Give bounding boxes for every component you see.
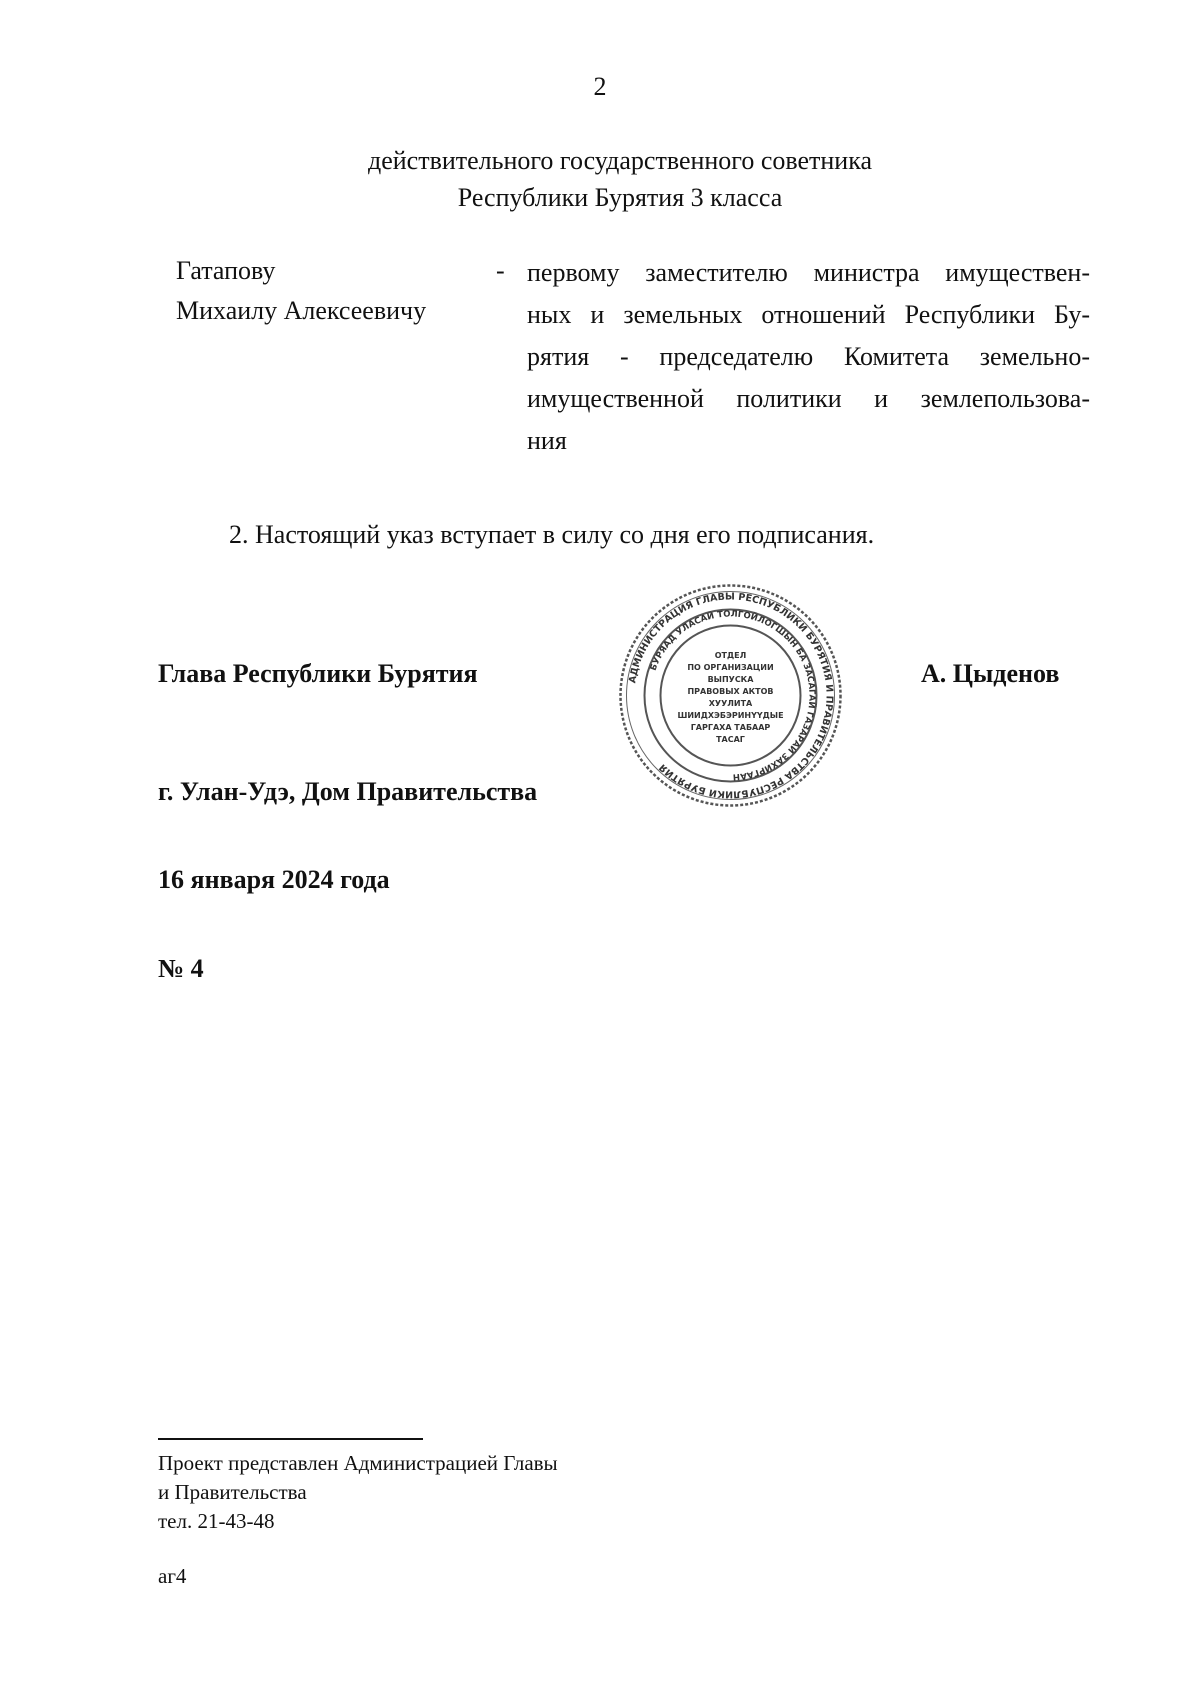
clause-2-effective-date: 2. Настоящий указ вступает в силу со дня его подписания. (229, 520, 875, 549)
appointee-position (527, 252, 1090, 462)
footnote-line: и Правительства (158, 1480, 307, 1504)
seal-center-line: ПО ОРГАНИЗАЦИИ (687, 663, 774, 672)
appointee-given-names: Михаилу Алексеевичу (176, 296, 427, 325)
signer-name: А. Цыденов (921, 659, 1060, 688)
seal-center-line: ПРАВОВЫХ АКТОВ (687, 687, 774, 696)
seal-center-line: ГАРГАХА ТАБААР (690, 723, 771, 732)
signer-title: Глава Республики Бурятия (158, 659, 478, 688)
official-seal-stamp (617, 582, 844, 809)
position-line: ных и земельных отношений Республики Бу- (527, 300, 1090, 329)
page-number: 2 (593, 72, 607, 101)
decree-number: № 4 (158, 954, 204, 983)
rank-title-line-2: Республики Бурятия 3 класса (457, 183, 783, 212)
footnote (158, 1449, 558, 1536)
signing-place: г. Улан-Удэ, Дом Правительства (158, 777, 538, 806)
seal-outer-ring-text: АДМИНИСТРАЦИЯ ГЛАВЫ РЕСПУБЛИКИ БУРЯТИЯ И ПРАВИТЕЛЬСТВА РЕСПУБЛИКИ БУРЯТИЯ (627, 591, 835, 800)
seal-center-line: ОТДЕЛ (714, 651, 747, 660)
seal-center-line: ШИИДХЭБЭРИНҮҮДЫЕ (677, 711, 784, 720)
appointee-dash: - (496, 256, 505, 285)
document-code: аг4 (158, 1564, 187, 1588)
position-line: рятия - председателю Комитета земельно- (527, 342, 1090, 371)
seal-center-line: ВЫПУСКА (707, 675, 754, 684)
appointee-surname: Гатапову (176, 256, 276, 285)
seal-center-line: ХУУЛИТА (708, 699, 753, 708)
footnote-line: Проект представлен Администрацией Главы (158, 1451, 558, 1475)
footnote-divider (158, 1438, 423, 1440)
position-line: имущественной политики и землепользова- (527, 384, 1090, 413)
seal-center-line: ТАСАГ (716, 735, 745, 744)
seal-inner-ring-text: БУРЯАД УЛАСАЙ ТОЛГОЙЛОГШЫН БА ЗАСАГАЙ ГАЗАРАЙ ЗАХИРГААН (648, 609, 817, 782)
signing-date: 16 января 2024 года (158, 865, 390, 894)
position-line: первому заместителю министра имуществен- (527, 258, 1090, 287)
rank-title-line-1: действительного государственного советника (367, 146, 873, 175)
position-line: ния (527, 426, 567, 455)
footnote-line: тел. 21-43-48 (158, 1509, 275, 1533)
